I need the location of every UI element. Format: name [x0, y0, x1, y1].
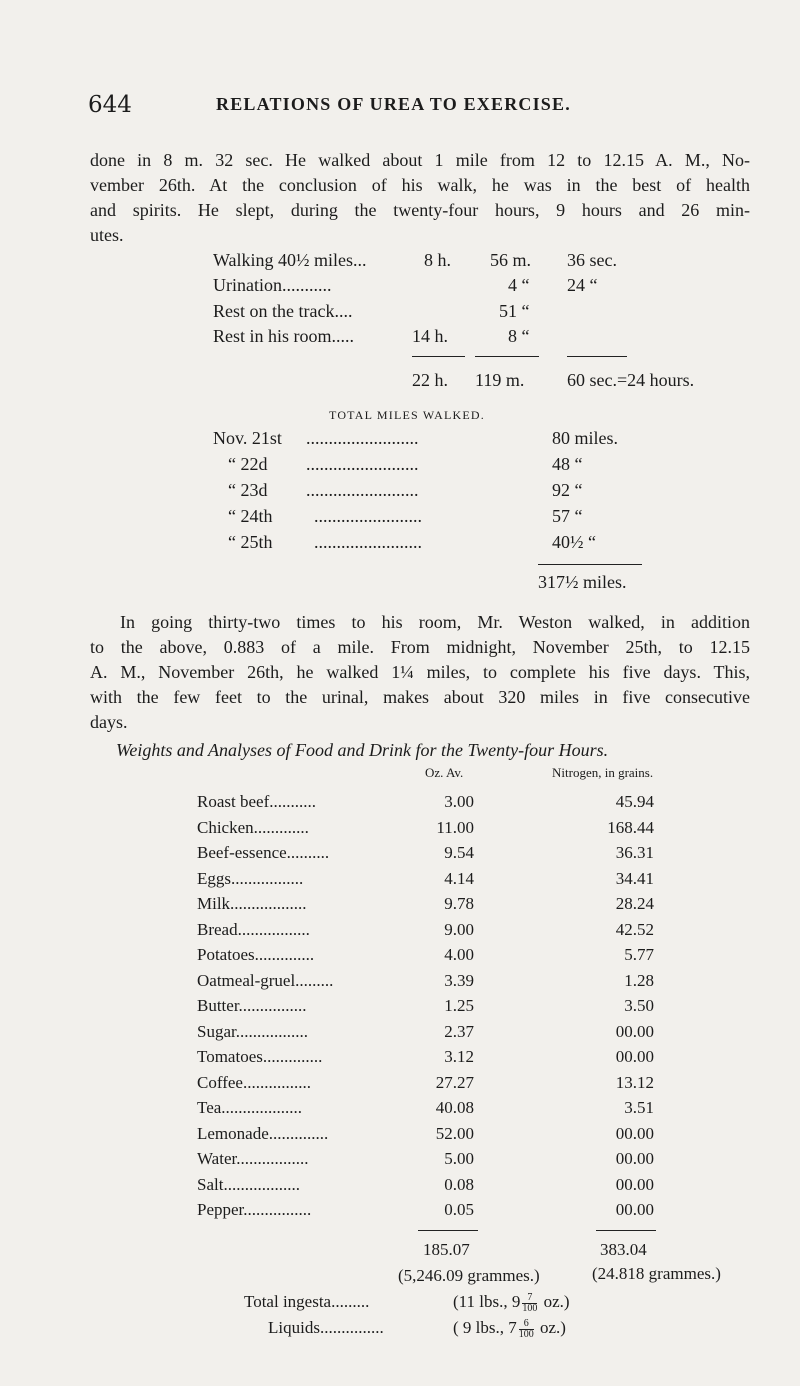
food-nitrogen: 00.00: [615, 1149, 654, 1168]
miles-date: Nov. 21st: [213, 428, 282, 448]
time-row-hours: 14 h.: [412, 326, 448, 346]
sum-rule: [538, 564, 642, 565]
food-item: Potatoes..............: [197, 945, 315, 964]
summary-label: Total ingesta.........: [244, 1292, 370, 1311]
miles-date: “ 24th: [228, 506, 273, 526]
time-row-label: Walking 40½ miles...: [213, 250, 367, 270]
food-item: Oatmeal-gruel.........: [197, 970, 334, 990]
food-nitrogen: 3.51: [624, 1098, 654, 1117]
paragraph-line: In going thirty-two times to his room, Mr. Weston walked, in addition: [120, 612, 750, 632]
sum-rule: [567, 356, 627, 357]
food-oz: 9.78: [444, 894, 474, 913]
sum-rule: [475, 356, 539, 357]
food-item: Water.................: [197, 1149, 309, 1168]
summary-value: [453, 1318, 566, 1340]
fraction-numerator: 7: [522, 1293, 537, 1304]
summary-unit: oz.): [540, 1318, 566, 1337]
time-row-seconds: 36 sec.: [567, 250, 617, 270]
food-item: Salt..................: [197, 1174, 300, 1194]
food-oz: 4.14: [444, 868, 474, 888]
food-item: Sugar.................: [197, 1021, 308, 1041]
food-nitrogen: 00.00: [615, 1123, 654, 1143]
time-row-minutes: 56 m.: [490, 250, 532, 270]
summary-value: [453, 1292, 570, 1314]
food-item: Pepper................: [197, 1200, 312, 1219]
miles-value: 80 miles.: [552, 428, 618, 448]
food-item: Butter................: [197, 996, 307, 1015]
miles-value: 57 “: [552, 506, 583, 526]
summary-fraction: [519, 1319, 534, 1340]
miles-dots: .........................: [306, 454, 419, 474]
miles-dots: ........................: [314, 532, 422, 552]
summary-amount: (11 lbs., 9: [453, 1292, 521, 1311]
paragraph-line: to the above, 0.883 of a mile. From midnight, November 25th, to 12.15: [90, 637, 750, 657]
food-nitrogen: 00.00: [615, 1047, 654, 1066]
paragraph-line: done in 8 m. 32 sec. He walked about 1 mile from 12 to 12.15 A. M., No-: [90, 150, 750, 170]
food-oz: 11.00: [436, 817, 474, 837]
food-nitrogen: 42.52: [615, 919, 654, 939]
summary-fraction: [522, 1293, 537, 1314]
food-item: Beef-essence..........: [197, 843, 330, 862]
summary-unit: oz.): [543, 1292, 570, 1311]
food-table-title: Weights and Analyses of Food and Drink for the Twenty-four Hours.: [116, 740, 609, 760]
food-nitrogen: 1.28: [624, 970, 654, 990]
food-item: Roast beef...........: [197, 792, 316, 811]
food-oz: 0.05: [444, 1200, 474, 1219]
food-item: Lemonade..............: [197, 1123, 329, 1143]
time-row-label: Rest in his room.....: [213, 326, 355, 346]
time-row-minutes: 51 “: [499, 301, 530, 321]
food-oz: 9.00: [444, 919, 474, 939]
food-oz: 2.37: [444, 1021, 474, 1041]
page-number: 644: [88, 92, 132, 118]
food-nitrogen: 3.50: [624, 996, 654, 1015]
food-nitrogen: 00.00: [615, 1021, 654, 1041]
food-total-oz: 185.07: [423, 1240, 470, 1259]
food-item: Chicken.............: [197, 817, 309, 837]
food-oz: 3.39: [444, 970, 474, 990]
time-row-label: Rest on the track....: [213, 301, 353, 321]
food-item: Eggs.................: [197, 868, 304, 888]
food-oz: 0.08: [444, 1174, 474, 1194]
miles-value: 40½ “: [552, 532, 596, 552]
food-nitrogen: 00.00: [615, 1174, 654, 1194]
summary-label: Liquids...............: [268, 1318, 384, 1337]
miles-date: “ 25th: [228, 532, 273, 552]
time-total-hours: 22 h.: [412, 370, 448, 390]
food-nitrogen: 36.31: [615, 843, 654, 862]
fraction-denominator: 100: [522, 1302, 538, 1314]
food-nitrogen: 45.94: [615, 792, 654, 811]
time-row-minutes: 4 “: [508, 275, 530, 295]
food-total-nitrogen: 383.04: [600, 1240, 647, 1259]
miles-value: 92 “: [552, 480, 583, 500]
time-row-seconds: 24 “: [567, 275, 598, 295]
second-paragraph: [90, 610, 750, 735]
food-item: Bread.................: [197, 919, 310, 939]
food-oz: 1.25: [444, 996, 474, 1015]
food-oz: 40.08: [435, 1098, 474, 1117]
time-row-hours: 8 h.: [424, 250, 451, 270]
paragraph-line: days.: [90, 712, 128, 732]
food-nitrogen: 13.12: [615, 1072, 654, 1092]
miles-value: 48 “: [552, 454, 583, 474]
food-nitrogen: 5.77: [624, 945, 654, 964]
food-oz: 3.00: [444, 792, 474, 811]
paragraph-line: with the few feet to the urinal, makes about 320 miles in five consecutive: [90, 687, 750, 707]
food-nitrogen: 168.44: [607, 817, 654, 837]
miles-heading: TOTAL MILES WALKED.: [329, 408, 485, 422]
food-nitrogen: 34.41: [615, 868, 654, 888]
sum-rule: [412, 356, 465, 357]
intro-paragraph: [90, 148, 750, 248]
time-row-minutes: 8 “: [508, 326, 530, 346]
miles-date: “ 23d: [228, 480, 268, 500]
sum-rule: [418, 1230, 478, 1231]
food-item: Tea...................: [197, 1098, 303, 1117]
time-total-minutes: 119 m.: [475, 370, 525, 390]
food-oz: 5.00: [444, 1149, 474, 1168]
food-oz: 3.12: [444, 1047, 474, 1066]
miles-total: 317½ miles.: [538, 572, 627, 592]
sum-rule: [596, 1230, 656, 1231]
food-oz: 9.54: [444, 843, 474, 862]
paragraph-line: A. M., November 26th, he walked 1¼ miles, to complete his five days. This,: [90, 662, 750, 682]
food-item: Tomatoes..............: [197, 1047, 323, 1066]
col-header-oz: Oz. Av.: [425, 765, 464, 780]
summary-amount: ( 9 lbs., 7: [453, 1318, 517, 1337]
fraction-numerator: 6: [519, 1319, 534, 1330]
time-total-seconds: 60 sec.=24 hours.: [567, 370, 695, 390]
food-total-grammes-oz: (5,246.09 grammes.): [398, 1266, 540, 1285]
food-nitrogen: 28.24: [615, 894, 654, 913]
food-nitrogen: 00.00: [615, 1200, 654, 1219]
food-oz: 4.00: [444, 945, 474, 964]
food-total-grammes-nitrogen: (24.818 grammes.): [592, 1264, 721, 1283]
miles-dots: ........................: [314, 506, 422, 526]
food-oz: 27.27: [435, 1072, 474, 1092]
time-row-label: Urination...........: [213, 275, 332, 295]
food-item: Coffee................: [197, 1072, 311, 1092]
miles-date: “ 22d: [228, 454, 268, 474]
food-item: Milk..................: [197, 894, 307, 913]
paragraph-line: and spirits. He slept, during the twenty-four hours, 9 hours and 26 min-: [90, 200, 750, 220]
col-header-nitrogen: Nitrogen, in grains.: [552, 765, 654, 780]
paragraph-line: utes.: [90, 225, 124, 245]
fraction-denominator: 100: [518, 1328, 534, 1340]
miles-dots: .........................: [306, 480, 419, 500]
paragraph-line: vember 26th. At the conclusion of his walk, he was in the best of health: [90, 175, 750, 195]
running-title: RELATIONS OF UREA TO EXERCISE.: [216, 94, 571, 114]
miles-dots: .........................: [306, 428, 419, 448]
food-oz: 52.00: [435, 1123, 474, 1143]
